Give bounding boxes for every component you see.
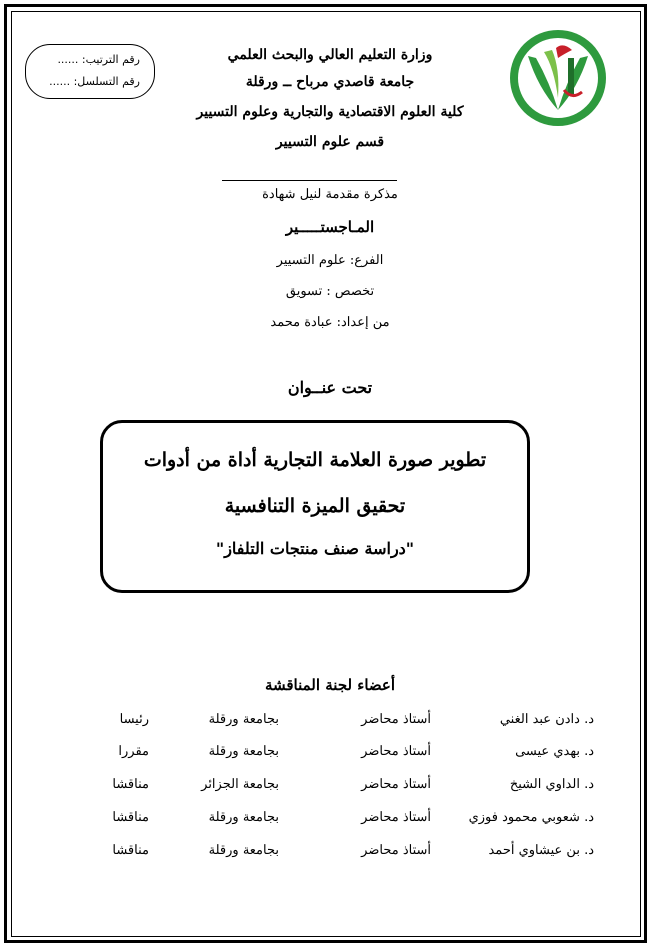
member-rank: أستاذ محاضر <box>361 843 431 858</box>
member-university: بجامعة الجزائر <box>201 777 279 792</box>
thesis-subtitle: "دراسة صنف منتجات التلفاز" <box>215 539 415 558</box>
member-name: د. شعوبي محمود فوزي <box>468 810 594 825</box>
thesis-title-line-2: تحقيق الميزة التنافسية <box>224 495 406 517</box>
thesis-title-line-1: تطوير صورة العلامة التجارية أداة من أدوات <box>143 449 487 471</box>
committee-member-row <box>0 712 654 734</box>
rank-number-label: رقم الترتيب: ...... <box>57 53 140 66</box>
thesis-title-box <box>100 420 530 593</box>
ministry-name: وزارة التعليم العالي والبحث العلمي <box>227 47 433 63</box>
committee-member-row <box>0 777 654 799</box>
faculty-name: كلية العلوم الاقتصادية والتجارية وعلوم التسيير <box>196 104 464 120</box>
committee-member-row <box>0 843 654 865</box>
member-university: بجامعة ورقلة <box>208 843 279 858</box>
member-university: بجامعة ورقلة <box>208 712 279 727</box>
member-role: رئيسا <box>119 712 149 727</box>
committee-heading: أعضاء لجنة المناقشة <box>264 676 396 694</box>
member-name: د. بن عيشاوي أحمد <box>488 843 594 858</box>
member-university: بجامعة ورقلة <box>208 810 279 825</box>
serial-number-label: رقم التسلسل: ...... <box>49 75 140 88</box>
member-rank: أستاذ محاضر <box>361 712 431 727</box>
specialty-label: تخصص : تسويق <box>285 284 375 299</box>
member-role: مقررا <box>118 744 149 759</box>
title-label: تحت عنــوان <box>287 378 373 397</box>
memo-subtitle: مذكرة مقدمة لنيل شهادة <box>262 187 398 202</box>
committee-member-row <box>0 744 654 766</box>
member-name: د. الداوي الشيخ <box>509 777 594 792</box>
member-role: مناقشا <box>112 777 149 792</box>
department-name: قسم علوم التسيير <box>275 134 385 150</box>
degree-name: المـاجستـــــير <box>285 218 375 236</box>
member-name: د. بهدي عيسى <box>515 744 594 759</box>
member-role: مناقشا <box>112 843 149 858</box>
member-university: بجامعة ورقلة <box>208 744 279 759</box>
university-name: جامعة قاصدي مرباح ــ ورقلة <box>245 74 415 90</box>
prepared-by-label: من إعداد: عبادة محمد <box>270 315 390 330</box>
member-rank: أستاذ محاضر <box>361 810 431 825</box>
university-logo <box>508 28 608 128</box>
header-divider <box>222 180 397 181</box>
reference-box <box>25 44 155 99</box>
member-rank: أستاذ محاضر <box>361 777 431 792</box>
member-name: د. دادن عبد الغني <box>499 712 594 727</box>
committee-member-row <box>0 810 654 832</box>
branch-label: الفرع: علوم التسيير <box>276 253 384 268</box>
member-rank: أستاذ محاضر <box>361 744 431 759</box>
member-role: مناقشا <box>112 810 149 825</box>
